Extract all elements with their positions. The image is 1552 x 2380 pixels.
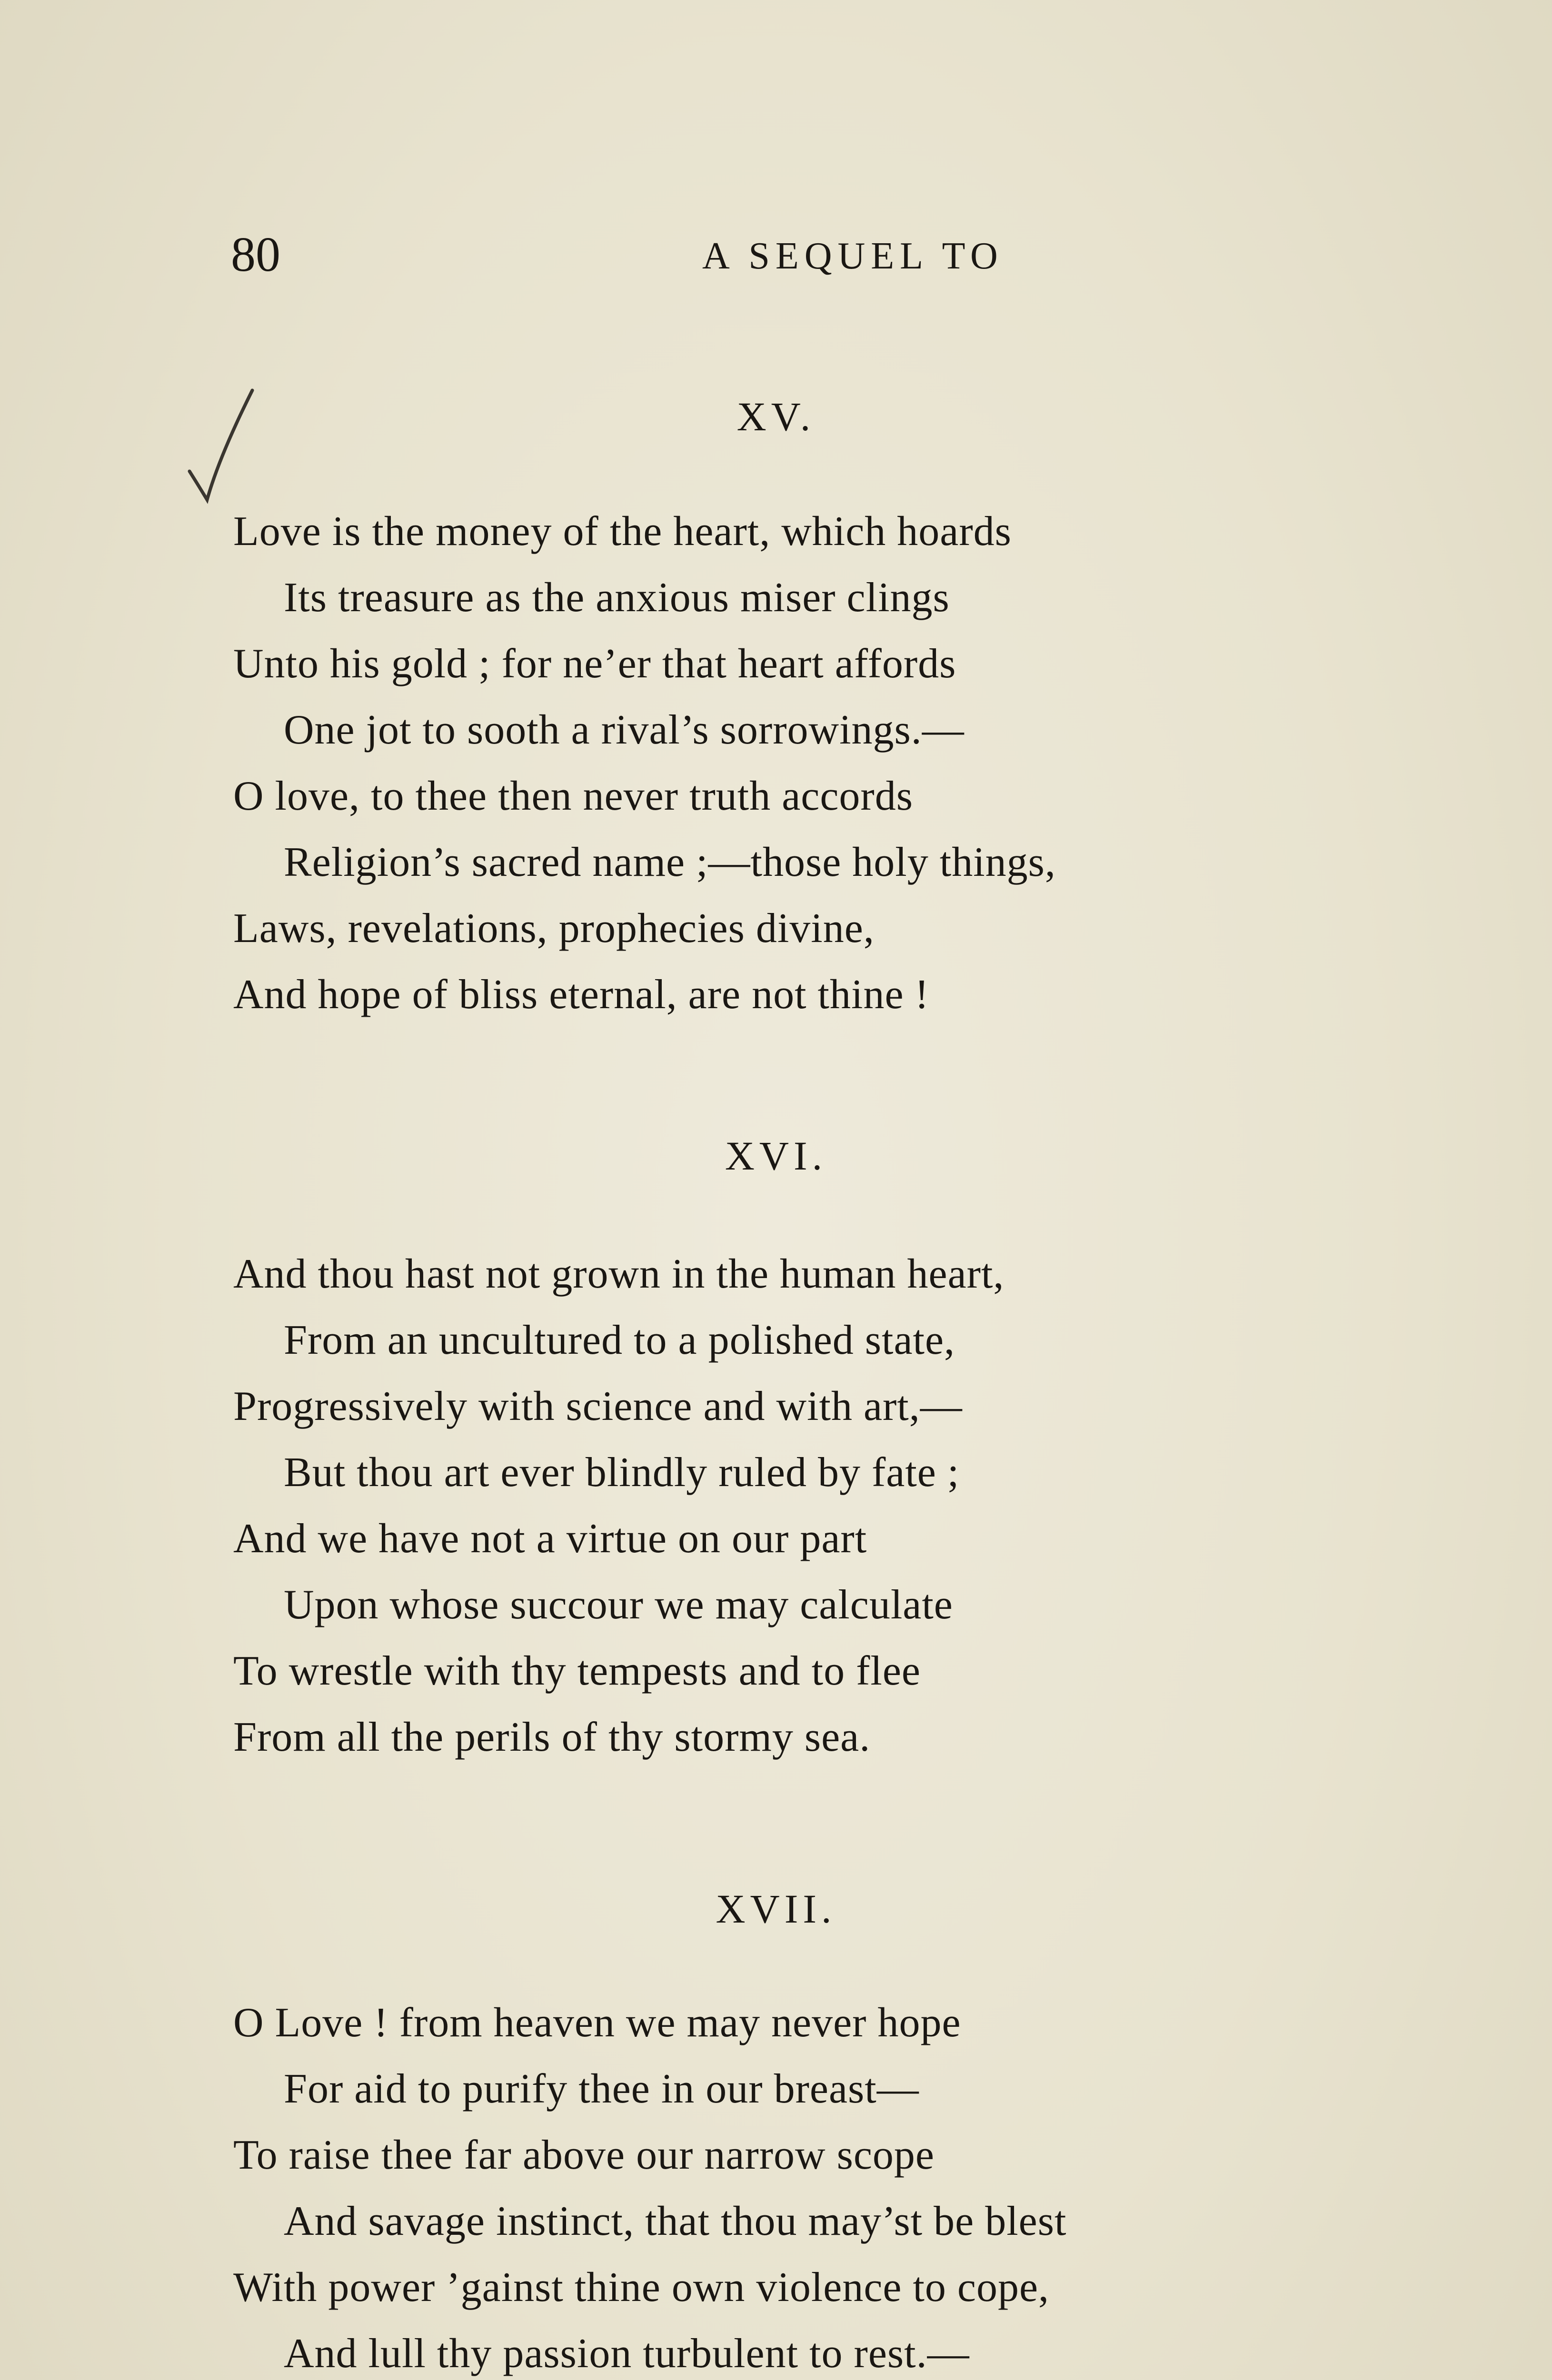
- poem-line: To wrestle with thy tempests and to flee: [233, 1648, 921, 1694]
- section-title-xvii: XVII.: [716, 1886, 836, 1932]
- poem-line: With power ’gainst thine own violence to cope,: [233, 2264, 1050, 2311]
- poem-line: And we have not a virtue on our part: [233, 1516, 867, 1562]
- stanza-xv: [233, 498, 1376, 1028]
- poem-line: But thou art ever blindly ruled by fate ;: [284, 1449, 960, 1496]
- page-number: 80: [231, 227, 280, 282]
- stanza-xvii: [233, 1990, 1376, 2380]
- poem-line: To raise thee far above our narrow scope: [233, 2132, 935, 2178]
- poem-line: Love is the money of the heart, which hoards: [233, 508, 1012, 555]
- poem-line: Unto his gold ; for ne’er that heart affords: [233, 641, 956, 687]
- section-title-xvi: XVI.: [725, 1133, 827, 1179]
- stanza-xvi: [233, 1241, 1376, 1770]
- section-title-xv: XV.: [736, 394, 816, 439]
- poem-line: And savage instinct, that thou may’st be blest: [284, 2198, 1067, 2244]
- poem-line: From an uncultured to a polished state,: [284, 1317, 955, 1363]
- poem-line: Its treasure as the anxious miser clings: [284, 575, 950, 621]
- poem-line: And hope of bliss eternal, are not thine !: [233, 972, 929, 1018]
- poem-line: Laws, revelations, prophecies divine,: [233, 905, 875, 952]
- poem-line: Upon whose succour we may calculate: [284, 1582, 953, 1628]
- page-header: [0, 224, 1552, 286]
- poem-line: For aid to purify thee in our breast—: [284, 2066, 919, 2112]
- poem-line: One jot to sooth a rival’s sorrowings.—: [284, 707, 965, 753]
- poem-line: Religion’s sacred name ;—those holy things,: [284, 839, 1056, 885]
- running-head: A SEQUEL TO: [702, 235, 1004, 277]
- poem-line: O Love ! from heaven we may never hope: [233, 2000, 961, 2046]
- poem-line: And thou hast not grown in the human heart,: [233, 1251, 1005, 1297]
- poem-line: Progressively with science and with art,—: [233, 1383, 963, 1429]
- poem-line: From all the perils of thy stormy sea.: [233, 1714, 871, 1760]
- poem-line: O love, to thee then never truth accords: [233, 773, 913, 819]
- poem-line: And lull thy passion turbulent to rest.—: [284, 2330, 970, 2377]
